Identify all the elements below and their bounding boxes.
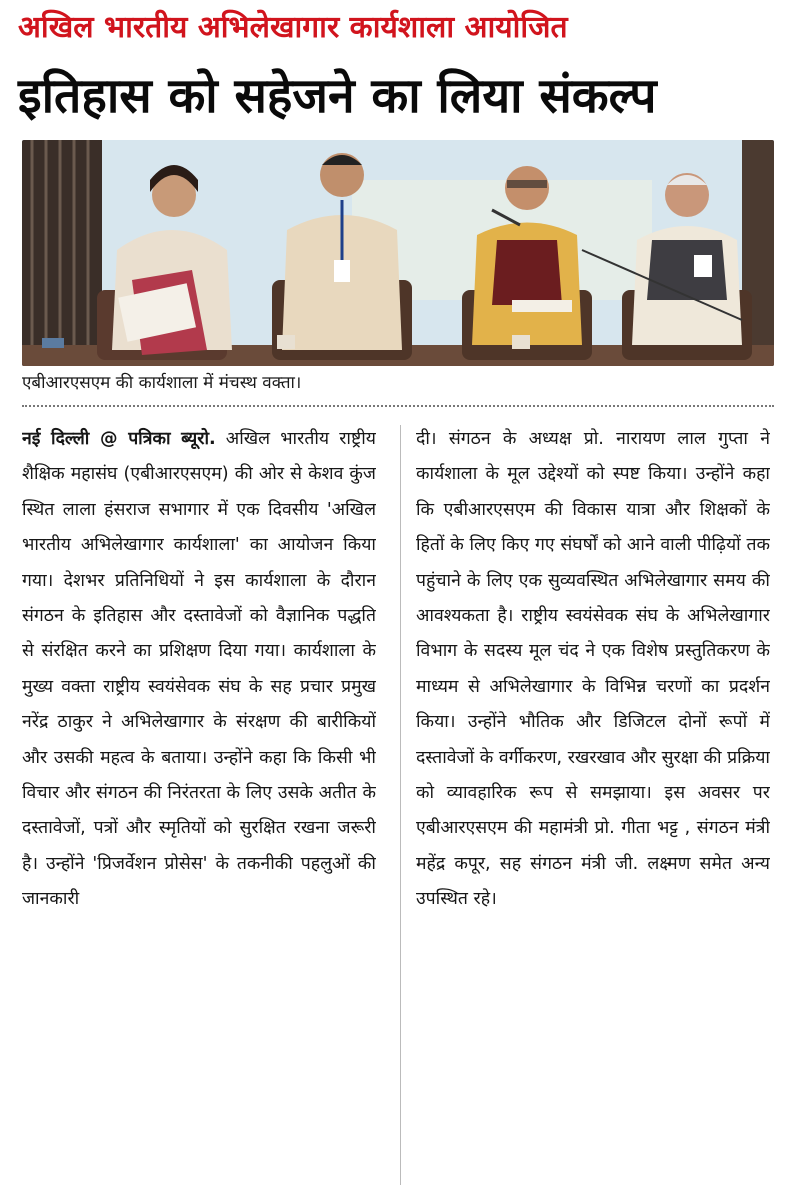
photo-caption: एबीआरएसएम की कार्यशाला में मंचस्थ वक्ता। [22, 373, 302, 393]
photo-illustration [22, 140, 774, 366]
column-divider [400, 425, 401, 1185]
article-body-right: दी। संगठन के अध्यक्ष प्रो. नारायण लाल गुप्ता ने कार्यशाला के मूल उद्देश्यों को स्पष्ट किया। उन्होंने कहा कि एबीआरएसएम की विकास यात्रा और शिक्षकों के हितों के लिए किए गए संघर्षों को आने वाली पीढ़ियों तक पहुंचाने के लिए एक सुव्यवस्थित अभिलेखागार समय की आवश्यकता है। राष्ट्रीय स्वयंसेवक संघ के अभिलेखागार विभाग के सदस्य मूल चंद ने एक विशेष प्रस्तुतिकरण के माध्यम से अभिलेखागार के विभिन्न चरणों का प्रदर्शन किया। उन्होंने भौतिक और डिजिटल दोनों रूपों में दस्तावेजों के वर्गीकरण, रखरखाव और सुरक्षा की प्रक्रिया को व्यावहारिक रूप से समझाया। इस अवसर पर एबीआरएसएम की महामंत्री प्रो. गीता भट्ट , संगठन मंत्री महेंद्र कपूर, सह संगठन मंत्री जी. लक्ष्मण समेत अन्य उपस्थित रहे। [416, 429, 770, 910]
article-column-left [22, 422, 376, 1190]
article-headline: इतिहास को सहेजने का लिया संकल्प [18, 68, 657, 124]
article-photo [22, 140, 774, 366]
article-dateline: नई दिल्ली @ पत्रिका ब्यूरो. [22, 429, 216, 449]
dotted-divider [22, 405, 774, 407]
article-body-left: अखिल भारतीय राष्ट्रीय शैक्षिक महासंघ (एबीआरएसएम) की ओर से केशव कुंज स्थित लाला हंसराज सभागार में एक दिवसीय 'अखिल भारतीय अभिलेखागार कार्यशाला' का आयोजन किया गया। देशभर प्रतिनिधियों ने इस कार्यशाला के दौरान संगठन के इतिहास और दस्तावेजों को वैज्ञानिक पद्धति से संरक्षित करने का प्रशिक्षण दिया गया। कार्यशाला के मुख्य वक्ता राष्ट्रीय स्वयंसेवक संघ के सह प्रचार प्रमुख नरेंद्र ठाकुर ने अभिलेखागार के संरक्षण की बारीकियों और उसकी महत्व के बताया। उन्होंने कहा कि किसी भी विचार और संगठन की निरंतरता के लिए उसके अतीत के दस्तावेजों, पत्रों और स्मृतियों को सुरक्षित रखना जरूरी है। उन्होंने 'प्रिजर्वेशन प्रोसेस' के तकनीकी पहलुओं की जानकारी [22, 429, 376, 910]
article-column-right [416, 422, 770, 1190]
article-kicker: अखिल भारतीय अभिलेखागार कार्यशाला आयोजित [18, 10, 568, 45]
